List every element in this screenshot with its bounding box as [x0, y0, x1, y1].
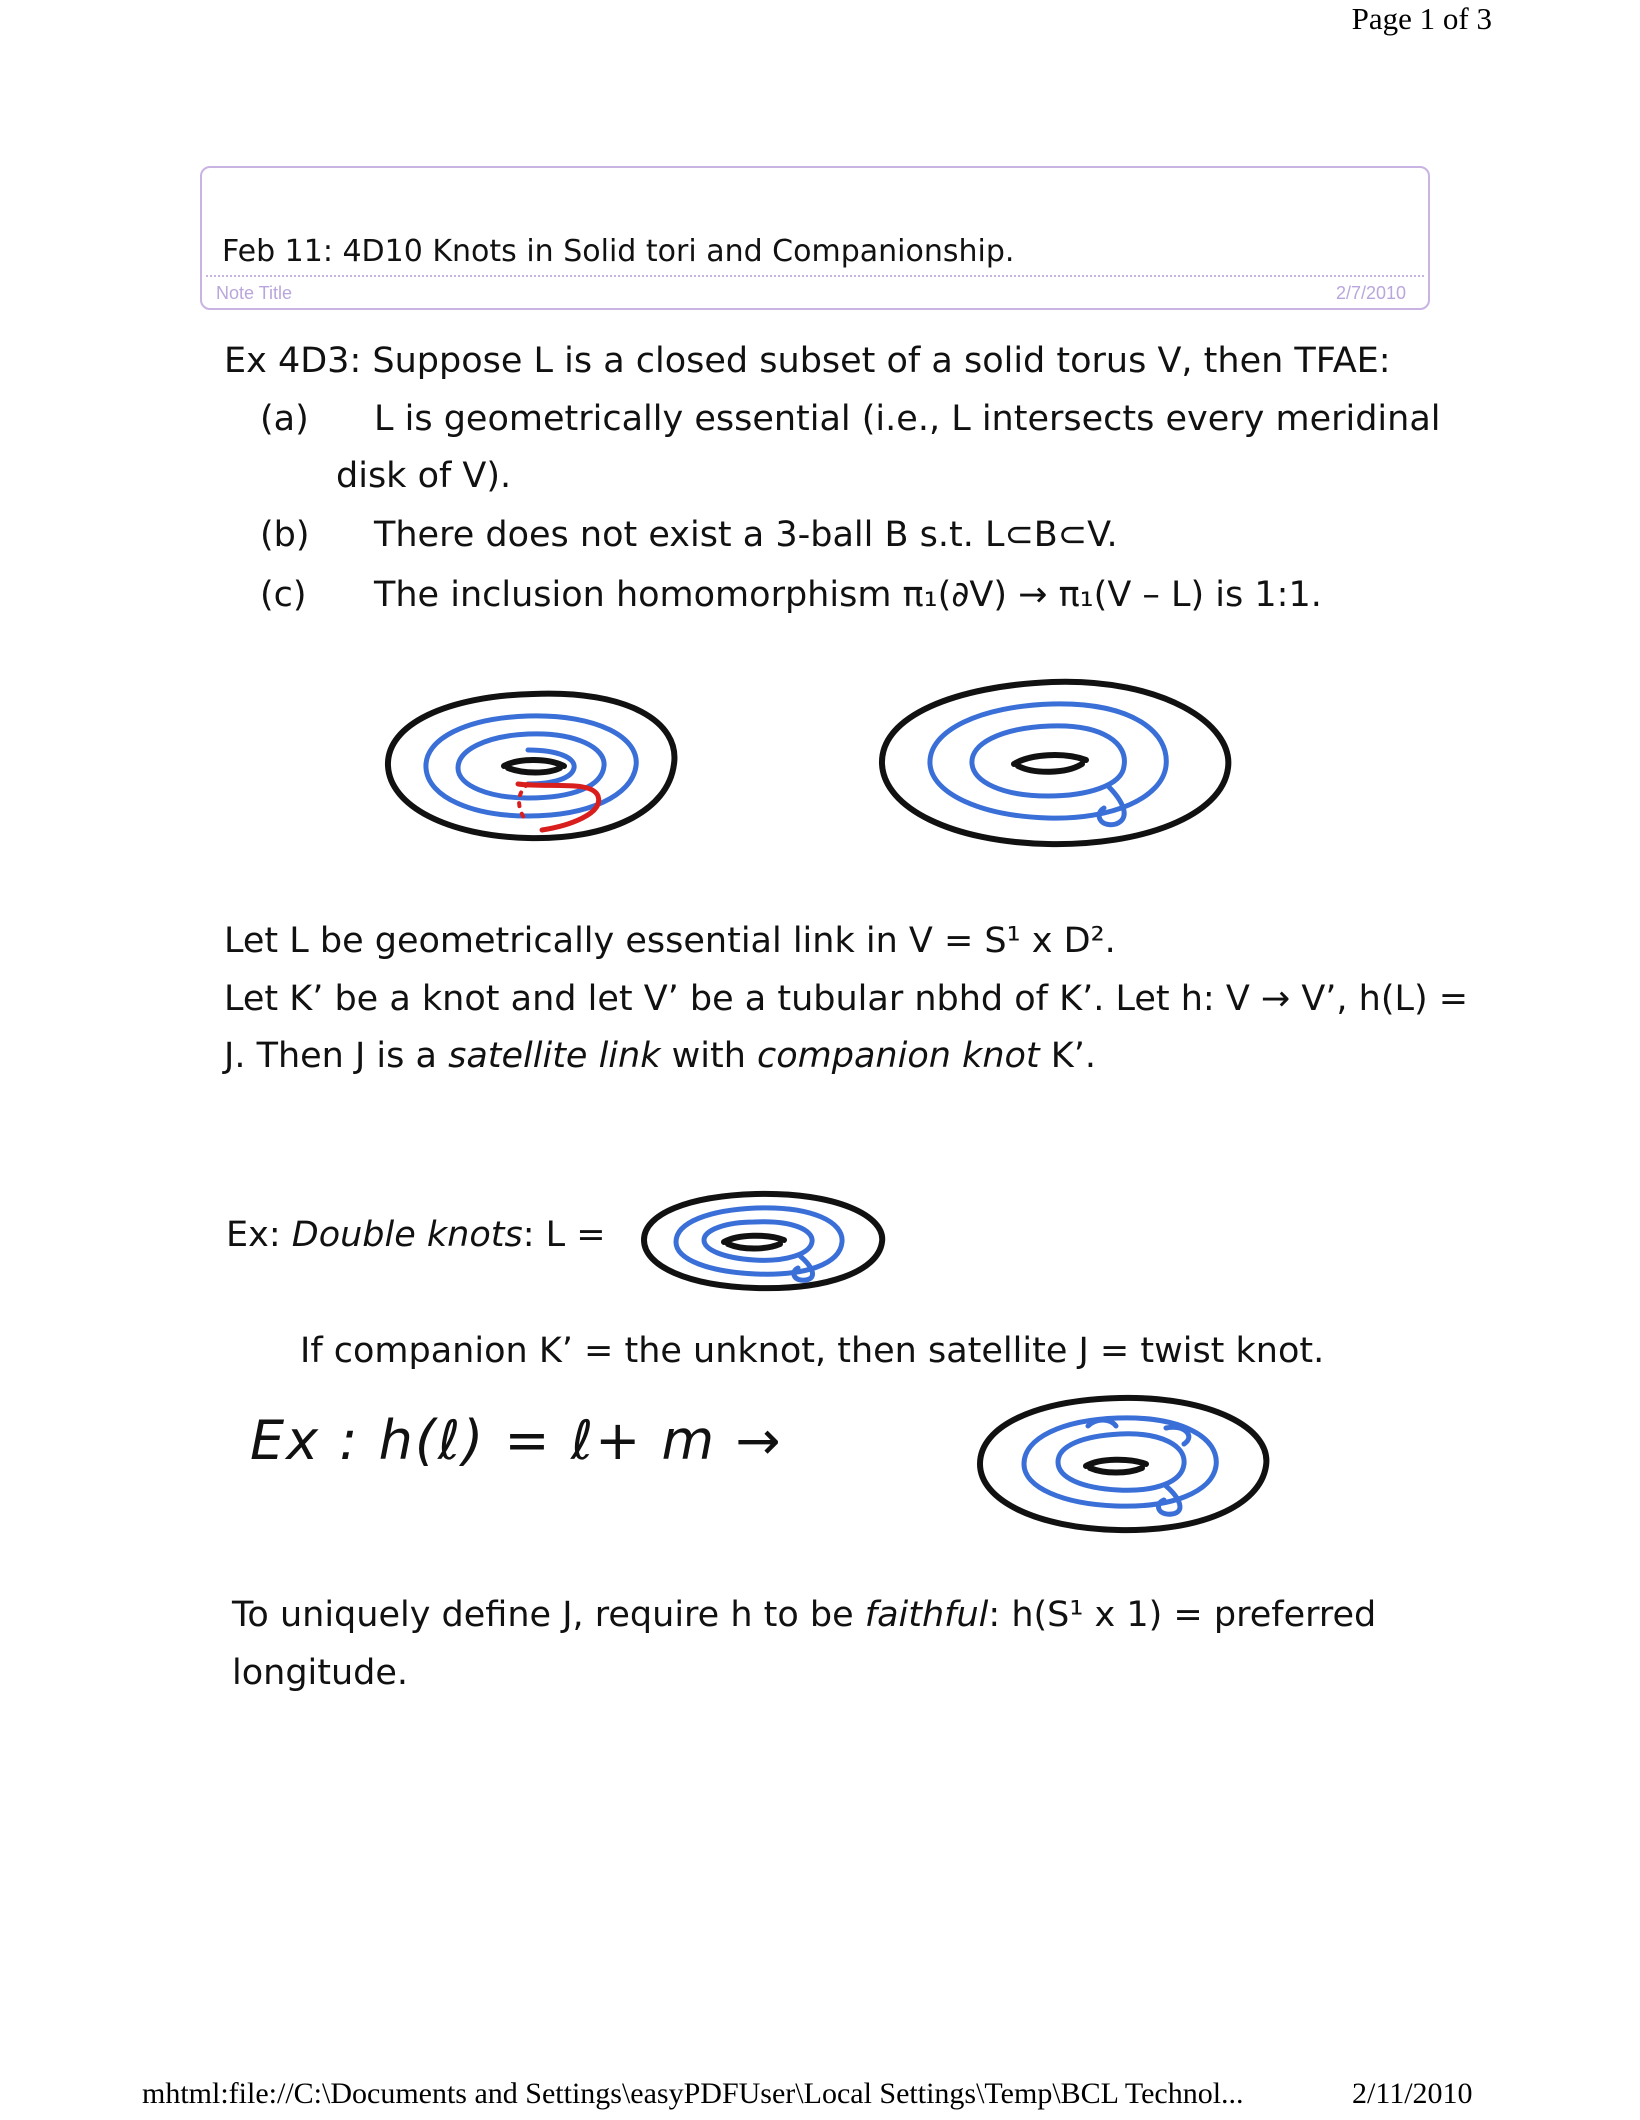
term-double-knots: Double knots — [291, 1215, 523, 1255]
item-a-label: (a) — [260, 399, 309, 439]
faithful-line-2: longitude. — [232, 1653, 409, 1693]
definition-line-2: Let K’ be a knot and let V’ be a tubular nbhd of K’. Let h: V → V’, h(L) = — [224, 979, 1469, 1019]
note-title: Feb 11: 4D10 Knots in Solid tori and Companionship. — [222, 234, 1015, 269]
twisted-double-figure — [970, 1388, 1280, 1538]
handwritten-example: Ex : h(ℓ) = ℓ+ m → — [250, 1409, 783, 1472]
page-number: Page 1 of 3 — [1351, 1, 1492, 36]
example-statement: Ex 4D3: Suppose L is a closed subset of a solid torus V, then TFAE: — [224, 341, 1391, 381]
footer-date: 2/11/2010 — [1352, 2077, 1473, 2110]
unknot-twist-knot-line: If companion K’ = the unknot, then satellite J = twist knot. — [300, 1331, 1325, 1371]
torus-figure-essential-with-arc — [378, 680, 688, 850]
double-knots-example: Ex: Double knots: L = — [226, 1215, 606, 1255]
item-a-continuation: disk of V). — [336, 456, 512, 496]
note-title-label: Note Title — [216, 283, 293, 303]
item-b-text: There does not exist a 3-ball B s.t. L⊂B⊂V. — [374, 515, 1118, 555]
footer-file-path: mhtml:file://C:\Documents and Settings\easyPDFUser\Local Settings\Temp\BCL Technol... — [142, 2077, 1244, 2110]
term-faithful: faithful — [864, 1595, 989, 1635]
double-knot-figure — [636, 1186, 890, 1294]
definition-line-3: J. Then J is a satellite link with companion knot K’. — [224, 1036, 1096, 1076]
term-companion-knot: companion knot — [757, 1036, 1040, 1076]
item-c-label: (c) — [260, 575, 307, 615]
item-a-text: L is geometrically essential (i.e., L intersects every meridinal — [374, 399, 1441, 439]
item-c-text: The inclusion homomorphism π₁(∂V) → π₁(V – L) is 1:1. — [374, 575, 1322, 615]
faithful-line-1: To uniquely define J, require h to be faithful: h(S¹ x 1) = preferred — [232, 1595, 1377, 1635]
definition-line-1: Let L be geometrically essential link in V = S¹ x D². — [224, 921, 1116, 961]
torus-figure-inessential — [872, 668, 1242, 858]
title-divider — [206, 275, 1424, 277]
note-date: 2/7/2010 — [1336, 283, 1407, 303]
item-b-label: (b) — [260, 515, 310, 555]
term-satellite-link: satellite link — [448, 1036, 661, 1076]
